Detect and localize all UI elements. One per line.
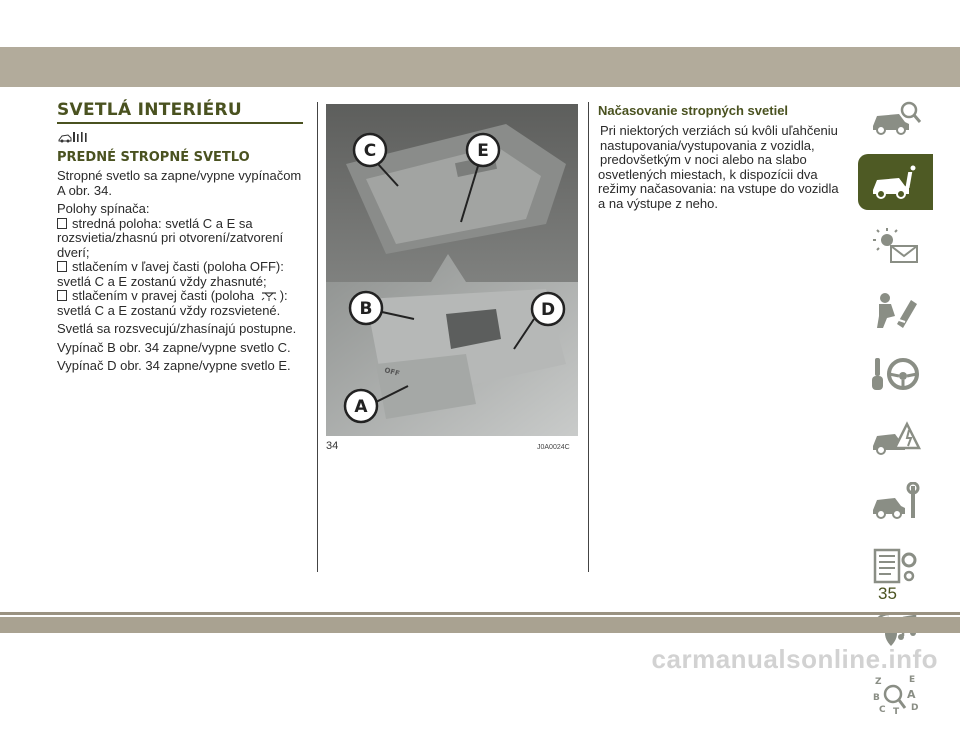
right-column — [598, 103, 848, 211]
car-info-icon — [869, 162, 923, 202]
tab-servicing[interactable] — [858, 474, 933, 530]
page-number: 35 — [878, 584, 897, 603]
car-accident-icon — [869, 418, 923, 458]
tab-controls[interactable] — [858, 154, 933, 210]
dome-light-icon — [258, 290, 280, 301]
watermark: carmanualsonline.info — [651, 644, 938, 674]
tab-safety[interactable] — [858, 282, 933, 338]
figure-label-b: B — [359, 299, 373, 319]
checkbox-bullet-icon — [57, 290, 67, 301]
header-band — [0, 47, 960, 87]
intro-paragraph: Stropné svetlo sa zapne/vypne vypínačom A obr. 34. — [57, 168, 302, 198]
car-search-icon — [869, 98, 923, 138]
figure-label-e: E — [477, 141, 489, 161]
switch-d-paragraph: Vypínač D obr. 34 zapne/vypne svetlo E. — [57, 358, 291, 373]
checkbox-bullet-icon — [57, 218, 67, 229]
warning-light-mail-icon — [869, 226, 923, 266]
svg-text:D: D — [910, 703, 918, 713]
footer-band — [0, 617, 960, 633]
fade-paragraph: Svetlá sa rozsvecujú/zhasínajú postupne. — [57, 321, 297, 336]
seat-safety-icon — [869, 290, 923, 330]
timing-heading: Načasovanie stropných svetiel — [598, 103, 789, 118]
bullet-off-position: stlačením v ľavej časti (poloha OFF): svetlá C a E zostanú vždy zhasnuté; — [57, 259, 284, 289]
figure-code: J0A0024C — [537, 444, 570, 451]
svg-text:C: C — [878, 705, 886, 715]
svg-text:E: E — [908, 675, 915, 685]
figure-label-a: A — [354, 397, 368, 417]
tab-starting-driving[interactable] — [858, 346, 933, 402]
key-steering-wheel-icon — [869, 354, 923, 394]
figure-number: 34 — [326, 440, 339, 452]
subheading: PREDNÉ STROPNÉ SVETLO — [57, 150, 250, 165]
index-search-icon — [869, 672, 923, 716]
bullet-on-position: stlačením v pravej časti (poloha ): svetlá C a E zostanú vždy rozsvietené. — [57, 288, 288, 318]
footer-rule — [0, 612, 960, 615]
column-divider — [588, 102, 589, 572]
tab-warning-lights[interactable] — [858, 218, 933, 274]
tab-getting-to-know[interactable] — [858, 90, 933, 146]
svg-text:B: B — [872, 693, 880, 703]
heading-underline — [57, 122, 303, 124]
off-marking: OFF — [383, 366, 401, 378]
column-divider — [317, 102, 318, 572]
section-heading: SVETLÁ INTERIÉRU — [57, 100, 243, 120]
tab-emergency[interactable] — [858, 410, 933, 466]
car-tools-icon — [869, 482, 923, 522]
svg-text:A: A — [906, 688, 916, 701]
car-variant-icon — [57, 130, 93, 144]
ceiling-light-photo — [326, 104, 578, 436]
left-column — [57, 100, 309, 374]
positions-label: Polohy spínača: — [57, 201, 150, 216]
chapter-tabs — [858, 90, 933, 730]
checkbox-bullet-icon — [57, 261, 67, 272]
bullet-middle-position: stredná poloha: svetlá C a E sa rozsvietia/zhasnú pri otvorení/zatvorení dverí; — [57, 215, 284, 260]
version-badge — [57, 130, 309, 144]
svg-text:T: T — [892, 707, 899, 716]
figure-label-d: D — [540, 300, 556, 320]
figure-34 — [326, 104, 578, 436]
timing-paragraph: Pri niektorých verziách sú kvôli uľahčeniu nastupovania/vystupovania z vozidla, predovšetkým v noci alebo na slabo osvetlených miestach, k dispozícii dva režimy načasovania: na vstupe do vozidla a na výstupe z neho. — [598, 123, 839, 211]
switch-b-paragraph: Vypínač B obr. 34 zapne/vypne svetlo C. — [57, 339, 291, 355]
specifications-gear-icon — [869, 546, 923, 586]
svg-text:Z: Z — [874, 677, 882, 687]
figure-label-c: C — [363, 141, 377, 161]
